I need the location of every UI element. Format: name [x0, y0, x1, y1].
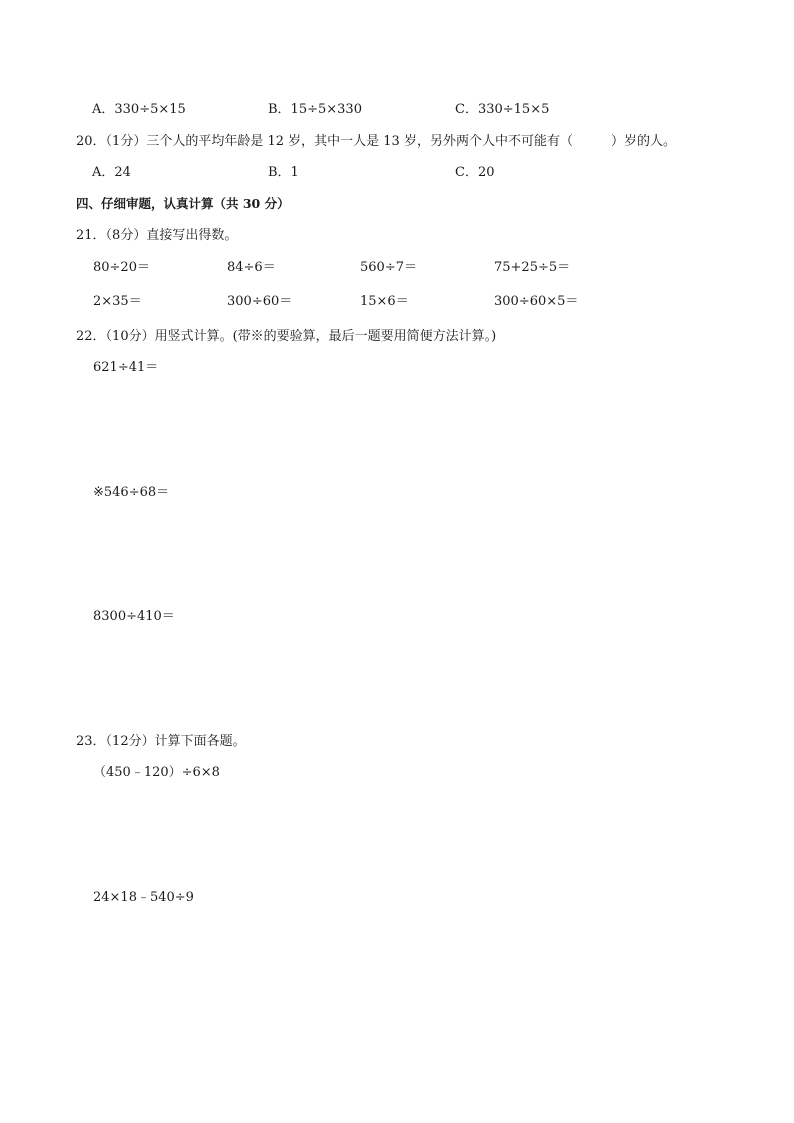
q20-stem-before: 三个人的平均年龄是 12 岁，其中一人是 13 岁，另外两个人中不可能有（	[146, 134, 573, 149]
q20-score: （1分）	[105, 134, 147, 149]
q20-option-b: B．1	[268, 165, 299, 180]
q20-stem-after: ）岁的人。	[610, 134, 676, 149]
q22-header: 22．（10分）用竖式计算。(带※的要验算，最后一题要用简便方法计算。)	[76, 329, 497, 344]
q22-item: ※546÷68＝	[93, 485, 170, 500]
q21-header: 21．（8分）直接写出得数。	[76, 228, 238, 243]
q20-option-a: A．24	[92, 165, 131, 180]
q22-item: 621÷41＝	[93, 360, 159, 375]
q21-item: 300÷60×5＝	[494, 294, 579, 309]
q23-item: 24×18﹣540÷9	[93, 890, 194, 905]
q21-item: 84÷6＝	[227, 260, 276, 275]
q19-option-c: C．330÷15×5	[455, 102, 550, 117]
q21-item: 560÷7＝	[360, 260, 417, 275]
q19-option-b: B．15÷5×330	[268, 102, 362, 117]
q22-item: 8300÷410＝	[93, 609, 175, 624]
q20-number: 20．	[76, 134, 106, 149]
q21-item: 2×35＝	[93, 294, 142, 309]
q19-option-a: A．330÷5×15	[92, 102, 186, 117]
q20-stem	[76, 133, 676, 151]
q21-item: 80÷20＝	[93, 260, 150, 275]
q23-header: 23．（12分）计算下面各题。	[76, 734, 246, 749]
section-4-title: 四、仔细审题，认真计算（共 30 分）	[76, 196, 290, 211]
q21-item: 75+25÷5＝	[494, 260, 571, 275]
q20-option-c: C．20	[455, 165, 495, 180]
q21-item: 15×6＝	[360, 294, 409, 309]
q21-item: 300÷60＝	[227, 294, 293, 309]
q23-item: （450﹣120）÷6×8	[93, 765, 220, 780]
